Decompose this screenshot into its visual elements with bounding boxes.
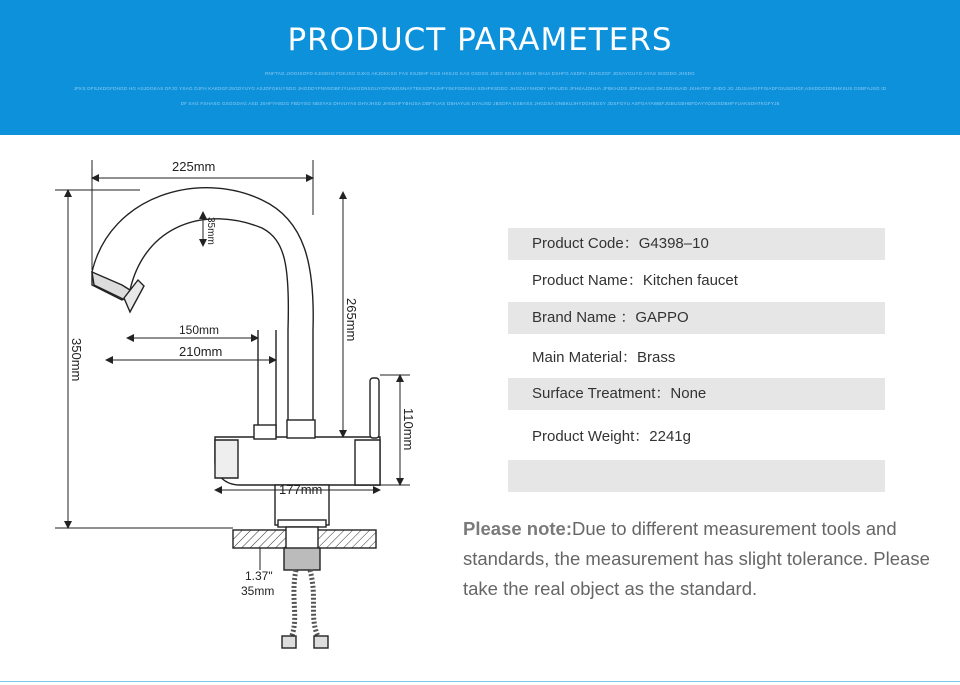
handle-base	[355, 440, 380, 485]
dim-label-177: 177mm	[279, 482, 323, 497]
dim-label-110: 110mm	[401, 408, 416, 451]
dim-label-inch: 1.37"	[245, 569, 273, 583]
dim-label-35: 35mm	[205, 217, 216, 245]
hose-fitting	[314, 636, 328, 648]
dim-label-265: 265mm	[344, 298, 359, 342]
handle-lever	[370, 378, 379, 438]
left-knob	[215, 440, 238, 478]
dim-label-210: 210mm	[179, 344, 223, 359]
valve-cap	[287, 420, 315, 438]
param-row-brand-name: Brand Name ：GAPPO	[508, 302, 885, 334]
mount-nut	[284, 548, 320, 570]
header-banner	[0, 0, 960, 135]
faucet-dimension-drawing	[40, 145, 440, 665]
banner-fine-print: RNFTAG JIOGHIOFD KJISDH2 FDKJSG DJKG AKJDKKSG FAS KSJDHF KGS HKKJG KAS GSDSG JSDG KDSAS HSDH SHJA DSHFG ASDFH JDHGZGF JDSAYGUYG AYAS ISGDDG JHSDG	[265, 71, 695, 76]
hose-fitting	[282, 636, 296, 648]
banner-fine-print: JFKS DFSJKDGFDHGD HG ASJDGKAS DFJG YSAG DJFH KAKDGFJSGDYUYG ASJDFGKUYSDG JHGDDYFNNSDBFJYUAKGDNSGUYGFKWGSNAYTEKSGPKJHFYSKFGD9SUI SDHFKSDDG JHGDUYSHDBY HFKUDS JFHKAJDHUA JFBKHJDS JDFKUASG DKJSDHSAID JKHHTDF JHDG JG JDJSAHGFFISADFGIUSDHGF,ASKDDGDDBHKSUS DSBFAJSG ID	[73, 86, 887, 91]
param-row-product-weight: Product Weight：2241g	[532, 428, 691, 445]
hose	[290, 570, 296, 640]
dim-label-150: 150mm	[179, 323, 220, 337]
note-label: Please note:	[463, 518, 572, 539]
param-row-surface-treatment: Surface Treatment：None	[508, 378, 885, 410]
inner-tube	[258, 330, 276, 440]
valve-cap	[254, 425, 276, 439]
param-row-main-material: Main Material：Brass	[532, 349, 676, 366]
dim-label-350: 350mm	[69, 338, 84, 382]
bottom-divider	[0, 681, 960, 682]
dimension-lines	[55, 160, 410, 570]
note-text: Due to different measurement tools and standards, the measurement has slight tolerance. Please take the real object as the standard.	[463, 518, 930, 599]
dim-label-225: 225mm	[172, 159, 216, 174]
param-row-empty	[508, 460, 885, 492]
tolerance-note	[463, 514, 933, 604]
faucet-outline	[92, 188, 380, 648]
param-row-product-code: Product Code：G4398–10	[508, 228, 885, 260]
dim-label-hole-mm: 35mm	[241, 584, 275, 598]
base-ring	[278, 520, 326, 527]
param-row-product-name: Product Name：Kitchen faucet	[532, 272, 738, 289]
banner-title: PRODUCT PARAMETERS	[287, 22, 673, 58]
banner-fine-print: DF SAG FSHASG GSGGDAG ASD JSHFYHSDG FBDYSG NBSYAS DHVUYAS DHVJHSD JHSDHFYBHJSA DBFYUAS DBHAYUS DYAUSD JBSDFA DSBASS JHGDSA DNBKUJHYDGHBGSY JDSFGYU ASFGAYAWBFJGBUGBHBFDAYYDSDSDBHFYUAKSDHTKGFYJ8	[180, 101, 780, 106]
hose	[310, 570, 320, 640]
